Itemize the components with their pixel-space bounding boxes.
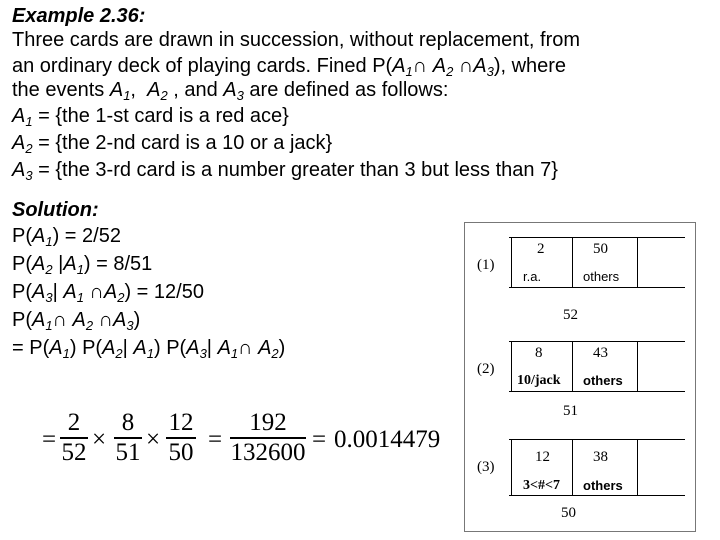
times-sign: ×: [92, 426, 107, 453]
event-a2: $A_2$: [147, 79, 168, 103]
event-a1: $A_1$: [392, 55, 413, 79]
event-a1: $A_1$: [109, 79, 131, 103]
event-a3: $A_3$: [223, 79, 244, 103]
stage-label-2: (2): [477, 361, 495, 377]
stage-label-1: (1): [477, 257, 495, 273]
fraction-2: 8 51: [115, 409, 141, 466]
row1-total: 52: [563, 307, 578, 323]
event-a3: $A_3$: [473, 55, 494, 79]
row1-left-name: r.a.: [523, 269, 542, 284]
problem-line-2-suffix: ), where: [493, 55, 567, 77]
row3-total: 50: [561, 505, 576, 521]
definition-a3: $A_3 = \{the$ 3-rd card is a number greater than 3 but less than 7}: [12, 159, 558, 183]
row3-left-count: 12: [535, 449, 550, 465]
row3-right-name: others: [583, 478, 623, 493]
problem-line-3: the events $A_1$, $A_2$ , and $A_3$ are defined as follows:: [12, 79, 449, 103]
intersect-symbol: ∩: [458, 55, 474, 77]
solution-p1: $P(A_1) = 2/52$: [12, 225, 121, 249]
row3-left-name: 3<#<7: [523, 478, 560, 493]
problem-line-1: Three cards are drawn in succession, without replacement, from: [12, 29, 581, 51]
row2-right-count: 43: [593, 345, 608, 361]
counting-diagram: [464, 222, 696, 532]
row2-left-count: 8: [535, 345, 543, 361]
row1-right-name: others: [583, 269, 620, 284]
row1-right-count: 50: [593, 241, 608, 257]
problem-line-2-prefix: an ordinary deck of playing cards. Fined P(: [12, 55, 393, 77]
stage-label-3: (3): [477, 459, 495, 475]
fraction-1: 2 52: [61, 409, 87, 466]
intersect-symbol: ∩: [412, 55, 428, 77]
definition-a2: $A_2 = \{the$ 2-nd card is a 10 or a jack}: [12, 132, 333, 156]
row2-left-name: 10/jack: [517, 373, 561, 388]
row1-left-count: 2: [537, 241, 545, 257]
row2-right-name: others: [583, 373, 623, 388]
equals-sign: =: [208, 426, 223, 453]
event-a2: $A_2$: [432, 55, 454, 79]
problem-line-2: [12, 54, 566, 78]
definition-a1: $A_1 = \{the$ 1-st card is a red ace}: [12, 105, 289, 129]
result-value: 0.0014479: [334, 426, 441, 453]
example-title: Example 2.36:: [12, 5, 146, 27]
solution-expansion: = $P(A_1)$ $P(A_2|$ $A_1$) $P(A_3|$ $A_1\cap$ $A_2$): [12, 337, 286, 361]
solution-p3: $P(A_3|$ $A_1$ $\cap A_2) = 12/50$: [12, 281, 204, 305]
row2-total: 51: [563, 403, 578, 419]
equals-sign: =: [42, 426, 57, 453]
problem-line-3-prefix: the events: [12, 79, 110, 101]
fraction-4: 192 132600: [230, 409, 306, 466]
problem-line-3-suffix: are defined as follows:: [243, 79, 449, 101]
row3-right-count: 38: [593, 449, 608, 465]
solution-title: Solution:: [12, 199, 99, 221]
solution-p2: $P(A_2$ $|A_1) = 8/51$: [12, 253, 153, 277]
times-sign: ×: [146, 426, 161, 453]
equals-sign: =: [312, 426, 327, 453]
fraction-3: 12 50: [166, 410, 196, 466]
solution-joint: $P(A_1\cap$ $A_2$ $\cap A_3$): [12, 309, 141, 333]
